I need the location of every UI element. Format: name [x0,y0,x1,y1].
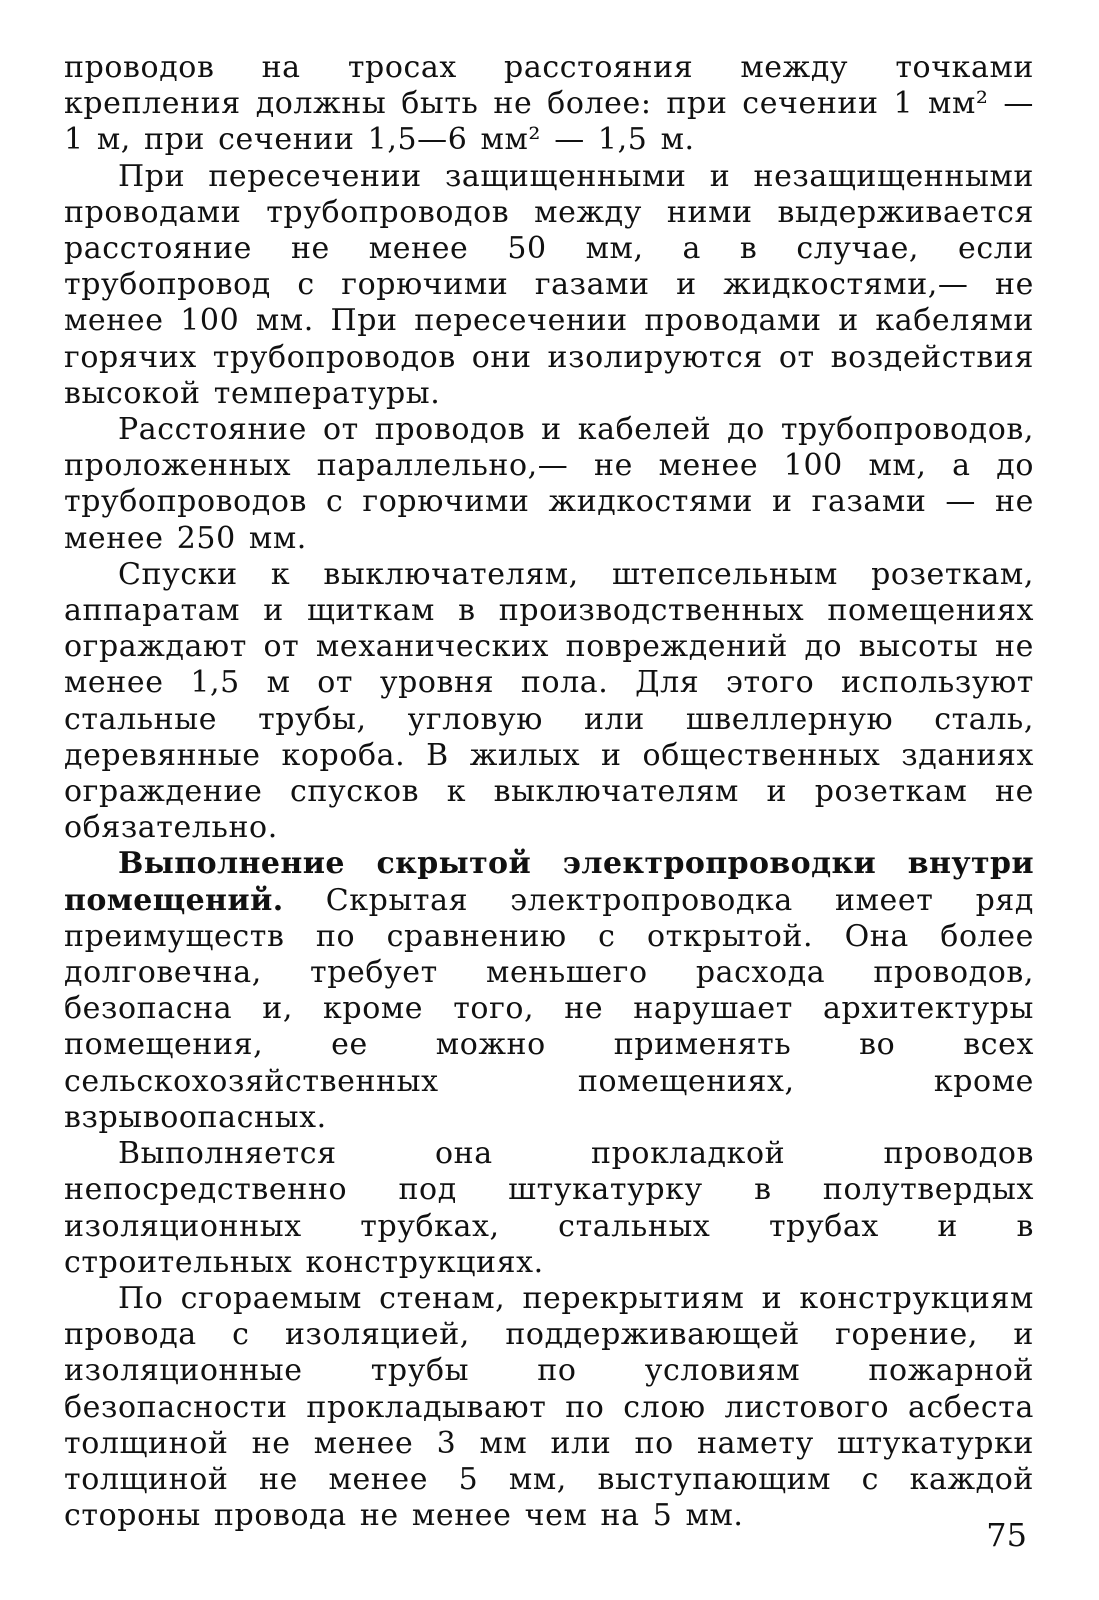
paragraph-2: При пересечении защищенными и незащищенными проводами трубопроводов между ними выдерживается расстояние не менее 50 мм, а в случае, если трубопровод с горючими газами и жидкостями,— не менее 100 мм. При пересечении проводами и кабелями горячих трубопроводов они изолируются от воздействия высокой температуры. [64,158,1034,411]
paragraph-6: Выполняется она прокладкой проводов непосредственно под штукатурку в полутвердых изоляционных трубках, стальных трубах и в строительных конструкциях. [64,1136,1034,1280]
section-heading: Выполнение скрытой электропроводки внутри помещений. [64,846,1034,918]
paragraph-1: проводов на тросах расстояния между точками крепления должны быть не более: при сечении 1 мм² — 1 м, при сечении 1,5—6 мм² — 1,5 м. [64,50,1034,158]
page-body [64,50,1034,1534]
paragraph-5 [64,846,1034,1136]
paragraph-3: Расстояние от проводов и кабелей до трубопроводов, проложенных параллельно,— не менее 100 мм, а до трубопроводов с горючими жидкостями и газами — не менее 250 мм. [64,412,1034,556]
paragraph-5-text: Скрытая электропроводка имеет ряд преимуществ по сравнению с открытой. Она более долговечна, требует меньшего расхода проводов, безопасна и, кроме того, не нарушает архитектуры помещения, ее можно применять во всех сельскохозяйственных помещениях, кроме взрывоопасных. [64,882,1035,1135]
page-number: 75 [986,1516,1027,1554]
paragraph-7: По сгораемым стенам, перекрытиям и конструкциям провода с изоляцией, поддерживающей горение, и изоляционные трубы по условиям пожарной безопасности прокладывают по слою листового асбеста толщиной не менее 3 мм или по намету штукатурки толщиной не менее 5 мм, выступающим с каждой стороны провода не менее чем на 5 мм. [64,1280,1034,1534]
paragraph-4: Спуски к выключателям, штепсельным розеткам, аппаратам и щиткам в производственных помещениях ограждают от механических повреждений до высоты не менее 1,5 м от уровня пола. Для этого используют стальные трубы, угловую или швеллерную сталь, деревянные короба. В жилых и общественных зданиях ограждение спусков к выключателям и розеткам не обязательно. [64,556,1034,846]
